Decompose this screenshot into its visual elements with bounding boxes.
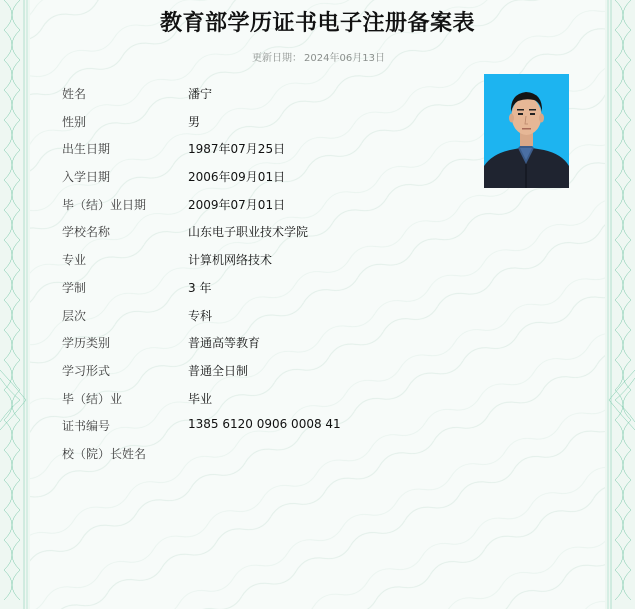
field-row-birth-date (62, 135, 482, 163)
field-value: 山东电子职业技术学院 (188, 225, 309, 240)
field-value: 毕业 (188, 391, 213, 406)
field-value: 普通全日制 (188, 363, 249, 378)
field-row-major (62, 246, 482, 274)
field-value: 3 年 (188, 280, 212, 295)
update-date-label: 更新日期： (252, 53, 303, 64)
field-label: 学习形式 (62, 363, 111, 378)
field-value: 专科 (188, 308, 213, 323)
field-value: 男 (188, 114, 201, 129)
field-label: 学历类别 (62, 336, 111, 351)
field-row-school-name (62, 218, 482, 246)
update-date-value: 2024年06月13日 (304, 53, 385, 64)
field-value: 1385 6120 0906 0008 41 (188, 417, 341, 432)
field-label: 层次 (62, 308, 87, 323)
field-label: 出生日期 (62, 142, 111, 157)
left-guilloche-border (0, 0, 30, 609)
field-label: 毕（结）业 (62, 391, 123, 406)
field-label: 专业 (62, 253, 87, 268)
field-row-completion-status (62, 385, 482, 413)
field-label: 姓名 (62, 87, 87, 101)
field-label: 证书编号 (62, 419, 111, 434)
field-label: 性别 (62, 114, 87, 129)
field-label: 毕（结）业日期 (62, 197, 147, 212)
student-portrait-icon (484, 74, 569, 188)
field-label: 学校名称 (62, 225, 111, 240)
field-row-duration (62, 274, 482, 302)
update-date-line (30, 49, 605, 64)
field-row-education-type (62, 329, 482, 357)
field-row-graduation-date (62, 191, 482, 219)
field-value: 2006年09月01日 (188, 170, 286, 185)
field-row-president-name (62, 440, 482, 468)
field-row-study-mode (62, 357, 482, 385)
field-label: 校（院）长姓名 (62, 446, 147, 461)
field-label: 学制 (62, 280, 87, 295)
field-value: 2009年07月01日 (188, 197, 286, 212)
field-label: 入学日期 (62, 170, 111, 185)
record-fields (62, 80, 482, 468)
field-value: 普通高等教育 (188, 336, 261, 351)
field-row-gender (62, 108, 482, 136)
field-row-name (62, 80, 482, 108)
document-title: 教育部学历证书电子注册备案表 (159, 11, 475, 36)
right-guilloche-border (605, 0, 635, 609)
field-value: 潘宁 (188, 87, 213, 101)
student-photo (484, 74, 569, 188)
field-value: 计算机网络技术 (188, 253, 273, 268)
field-row-level (62, 302, 482, 330)
field-value: 1987年07月25日 (188, 142, 286, 157)
field-row-certificate-number (62, 412, 482, 440)
field-row-enrollment-date (62, 163, 482, 191)
